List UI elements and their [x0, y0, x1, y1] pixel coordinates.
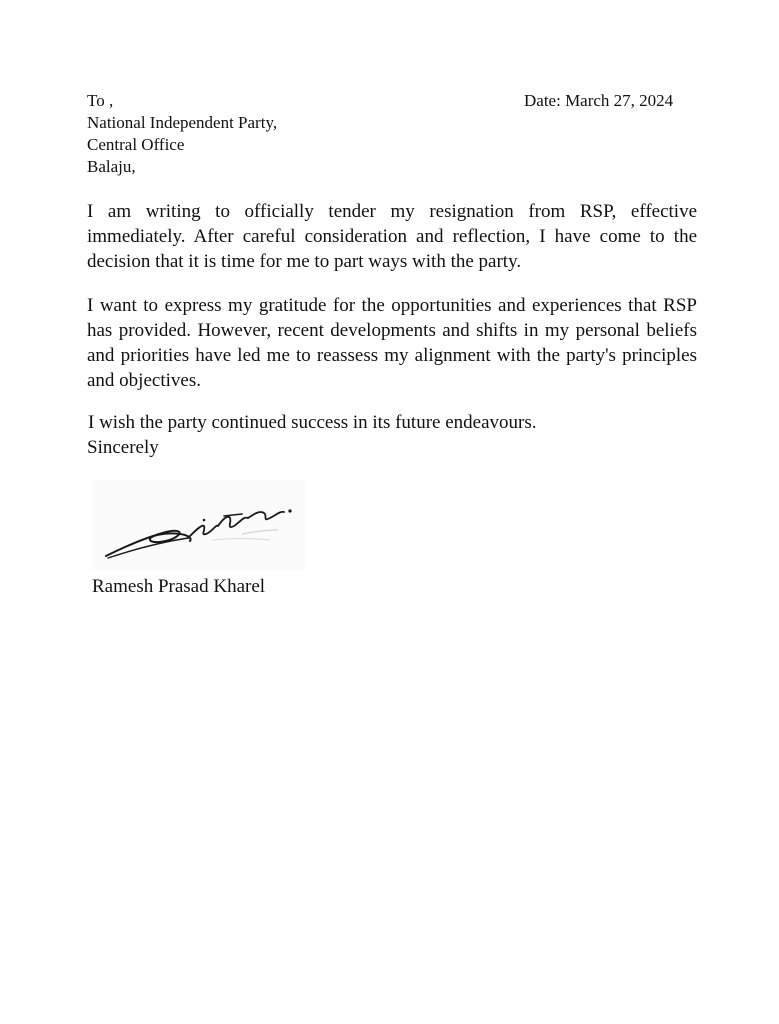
- signature-icon: [92, 480, 306, 570]
- signer-name: Ramesh Prasad Kharel: [92, 576, 266, 597]
- wish-line: I wish the party continued success in its future endeavours.: [88, 412, 537, 433]
- recipient-line-3: Balaju,: [87, 157, 136, 176]
- recipient-line-2: Central Office: [87, 135, 185, 154]
- to-line: To ,: [87, 91, 114, 110]
- body-paragraph-2: I want to express my gratitude for the opportunities and experiences that RSP has provided. However, recent developments and shifts in my personal beliefs and priorities have led me to reassess my alignment with the party's principles and objectives.: [87, 295, 697, 391]
- letter-date: Date: March 27, 2024: [524, 91, 674, 110]
- recipient-line-1: National Independent Party,: [87, 113, 278, 132]
- body-paragraph-1: I am writing to officially tender my resignation from RSP, effective immediately. After careful consideration and reflection, I have come to the decision that it is time for me to part ways with the party.: [87, 201, 697, 272]
- closing-block: [87, 410, 537, 460]
- sign-off: Sincerely: [87, 437, 159, 458]
- recipient-address: [87, 90, 277, 178]
